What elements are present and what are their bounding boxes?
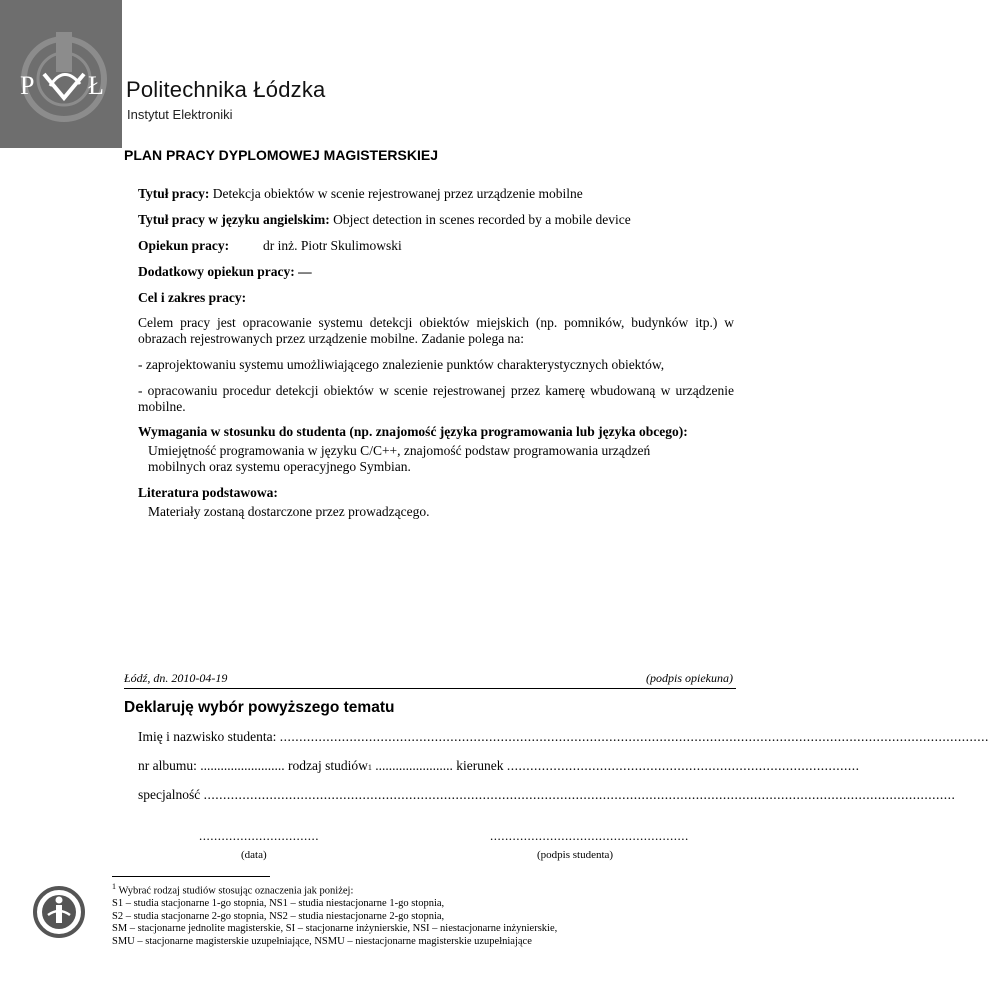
thesis-title-row bbox=[138, 186, 734, 202]
document-title: PLAN PRACY DYPLOMOWEJ MAGISTERSKIEJ bbox=[124, 147, 439, 163]
place-date: Łódź, dn. 2010-04-19 bbox=[124, 671, 228, 685]
footnote-rule bbox=[112, 876, 270, 877]
institute-logo-icon bbox=[32, 885, 86, 939]
thesis-title-value: Detekcja obiektów w scenie rejestrowanej przez urządzenie mobilne bbox=[212, 186, 583, 201]
requirements-label: Wymagania w stosunku do studenta (np. znajomość języka programowania lub języka obcego): bbox=[138, 424, 688, 439]
goal-item: - opracowaniu procedur detekcji obiektów w scenie rejestrowanej przez kamerę wbudowaną w urządzenie mobilne. bbox=[138, 383, 734, 414]
student-signature-dots[interactable]: ..................................................... bbox=[490, 828, 689, 843]
supervisor-signature-label: (podpis opiekuna) bbox=[646, 671, 733, 685]
goal-text: Celem pracy jest opracowanie systemu detekcji obiektów miejskich (np. pomników, budynków itp.) w obrazach rejestrowanych przez urządzenie mobilne. Zadanie polega na: bbox=[138, 315, 734, 346]
literature-label: Literatura podstawowa: bbox=[138, 485, 278, 500]
footnote-text: Wybrać rodzaj studiów stosując oznaczenia jak poniżej: bbox=[118, 885, 354, 897]
header-logo-band bbox=[0, 0, 122, 148]
emblem-letter-p: P bbox=[20, 71, 35, 100]
extra-supervisor-value: — bbox=[298, 264, 312, 279]
supervisor-label: Opiekun pracy: bbox=[138, 238, 230, 253]
fill-in-dots: ....................................................................................................................................................................................... bbox=[279, 729, 989, 744]
extra-supervisor-label: Dodatkowy opiekun pracy: bbox=[138, 264, 295, 279]
fill-in-dots: ........................................................................................... bbox=[506, 758, 860, 773]
thesis-title-en-value: Object detection in scenes recorded by a mobile device bbox=[333, 212, 631, 227]
university-name: Politechnika Łódzka bbox=[126, 77, 326, 102]
thesis-plan-body bbox=[138, 186, 734, 520]
specialty-field[interactable] bbox=[138, 787, 956, 803]
field-label: kierunek bbox=[456, 758, 504, 773]
study-type-label: rodzaj studiów bbox=[288, 758, 368, 773]
section-divider bbox=[124, 688, 736, 689]
requirements-text: Umiejętność programowania w języku C/C++, znajomość podstaw programowania urządzeń mobilnych oraz systemu operacyjnego Symbian. bbox=[148, 443, 651, 474]
footnote-number: 1 bbox=[112, 882, 116, 891]
fill-in-dots: .................................................................................................................................................................................................. bbox=[203, 787, 956, 802]
emblem-letter-l: Ł bbox=[88, 71, 104, 100]
date-label: (data) bbox=[241, 849, 267, 861]
footnote bbox=[112, 881, 752, 948]
goal-item: - zaprojektowaniu systemu umożliwiającego znalezienie punktów charakterystycznych obiektów, bbox=[138, 357, 665, 372]
footnote-line: SMU – stacjonarne magisterskie uzupełniające, NSMU – niestacjonarne magisterskie uzupełniające bbox=[112, 935, 532, 947]
literature-text: Materiały zostaną dostarczone przez prowadzącego. bbox=[148, 504, 430, 519]
supervisor-value: dr inż. Piotr Skulimowski bbox=[263, 238, 402, 253]
footnote-line: SM – stacjonarne jednolite magisterskie, SI – stacjonarne inżynierskie, NSI – niestacjonarne inżynierskie, bbox=[112, 923, 558, 934]
student-signature-label: (podpis studenta) bbox=[537, 849, 614, 861]
declaration-title: Deklaruję wybór powyższego tematu bbox=[124, 699, 395, 716]
extra-supervisor-row bbox=[138, 264, 734, 280]
footnote-line bbox=[112, 881, 752, 898]
fill-in-dots: ....................... bbox=[375, 758, 453, 773]
supervisor-row bbox=[138, 238, 734, 254]
goal-label: Cel i zakres pracy: bbox=[138, 290, 247, 305]
album-study-field-row[interactable] bbox=[138, 758, 860, 774]
specialty-label: specjalność bbox=[138, 787, 201, 802]
university-emblem-icon bbox=[14, 24, 114, 124]
album-label: nr albumu: bbox=[138, 758, 197, 773]
thesis-title-label: Tytuł pracy: bbox=[138, 186, 210, 201]
footnote-line: S2 – studia stacjonarne 2-go stopnia, NS2 – studia niestacjonarne 2-go stopnia, bbox=[112, 910, 445, 922]
student-name-field[interactable] bbox=[138, 729, 989, 745]
footnote-ref: 1 bbox=[367, 763, 372, 772]
date-signature-dots[interactable]: ................................ bbox=[199, 828, 319, 843]
thesis-title-en-row bbox=[138, 212, 734, 228]
footnote-line: S1 – studia stacjonarne 1-go stopnia, NS1 – studia niestacjonarne 1-go stopnia, bbox=[112, 898, 445, 909]
fill-in-dots: ......................... bbox=[200, 758, 285, 773]
thesis-title-en-label: Tytuł pracy w języku angielskim: bbox=[138, 212, 330, 227]
student-name-label: Imię i nazwisko studenta: bbox=[138, 729, 277, 744]
institute-name: Instytut Elektroniki bbox=[127, 107, 233, 122]
